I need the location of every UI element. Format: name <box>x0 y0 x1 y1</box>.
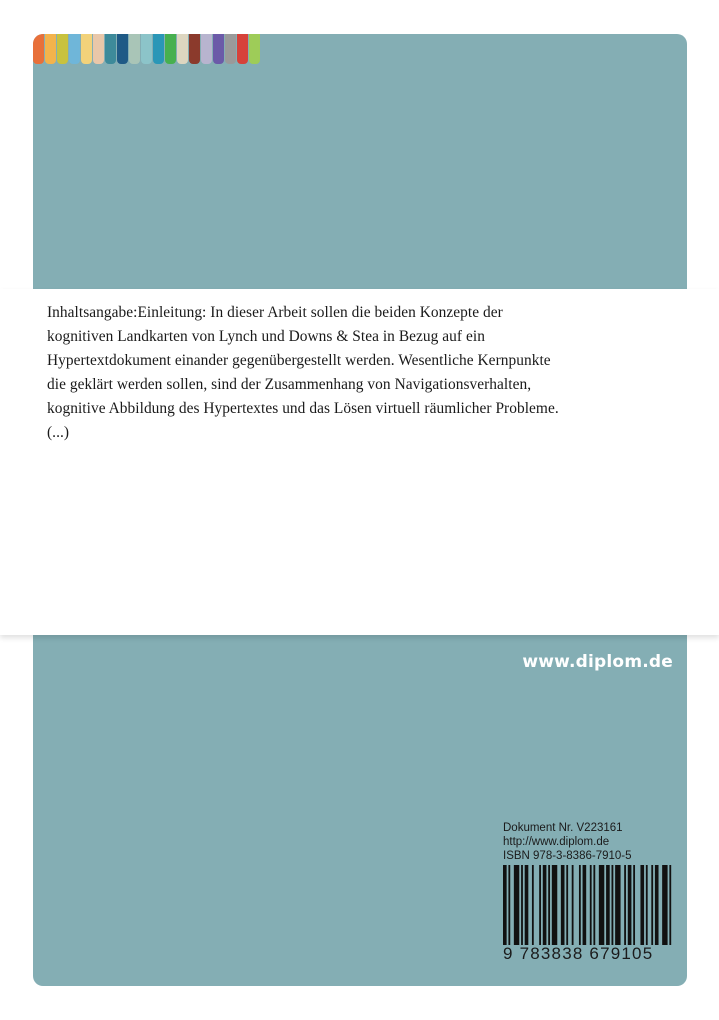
website-url[interactable]: www.diplom.de <box>522 652 673 672</box>
barcode-digits: 9 783838 679105 <box>503 945 673 963</box>
barcode-bar <box>599 865 604 947</box>
barcode-bar <box>628 865 632 947</box>
color-stripe <box>225 34 236 64</box>
color-stripe <box>57 34 68 64</box>
color-stripe <box>69 34 80 64</box>
isbn: ISBN 978-3-8386-7910-5 <box>503 850 632 862</box>
color-stripe <box>249 34 260 64</box>
barcode-bar <box>655 865 659 947</box>
barcode-bar <box>633 865 635 947</box>
color-stripe <box>165 34 176 64</box>
barcode-bar <box>583 865 587 947</box>
barcode-bar <box>572 865 574 947</box>
color-stripe <box>213 34 224 64</box>
barcode-bar <box>651 865 653 947</box>
color-stripes <box>33 34 261 64</box>
barcode-bar <box>561 865 565 947</box>
color-stripe <box>189 34 200 64</box>
barcode-bar <box>548 865 550 947</box>
barcode-bar <box>566 865 568 947</box>
barcode-bar <box>543 865 547 947</box>
barcode-bar <box>624 865 626 947</box>
barcode-bar <box>514 865 519 947</box>
color-stripe <box>141 34 152 64</box>
color-stripe <box>105 34 116 64</box>
barcode-bar <box>612 865 614 947</box>
blurb-text: Inhaltsangabe:Einleitung: In dieser Arbeit sollen die beiden Konzepte der kognitiven Landkarten von Lynch und Downs & Stea in Bezug auf ein Hypertextdokument einander gegenübergestellt werden. Wesentliche Kernpunkte die geklärt werden sollen, sind der Zusammenhang von Navigationsverhalten, kognitive Abbildung des Hypertextes und das Lösen virtuell räumlicher Probleme. (...) <box>47 304 559 441</box>
color-stripe <box>153 34 164 64</box>
color-stripe <box>93 34 104 64</box>
color-stripe <box>129 34 140 64</box>
color-stripe <box>201 34 212 64</box>
barcode-bar <box>579 865 581 947</box>
color-stripe <box>81 34 92 64</box>
barcode-bar <box>532 865 534 947</box>
barcode-bar <box>606 865 610 947</box>
color-stripe <box>237 34 248 64</box>
barcode-bar <box>552 865 557 947</box>
barcode-bar <box>539 865 541 947</box>
document-number: Dokument Nr. V223161 <box>503 822 623 834</box>
barcode-bar <box>662 865 667 947</box>
color-stripe <box>177 34 188 64</box>
barcode-bar <box>640 865 644 947</box>
color-stripe <box>117 34 128 64</box>
color-stripe <box>45 34 56 64</box>
document-url[interactable]: http://www.diplom.de <box>503 836 610 848</box>
document-info <box>503 821 632 863</box>
barcode-bar <box>525 865 529 947</box>
barcode-bar <box>615 865 620 947</box>
color-stripe <box>33 34 44 64</box>
barcode-bar <box>646 865 648 947</box>
barcode-bar <box>521 865 523 947</box>
